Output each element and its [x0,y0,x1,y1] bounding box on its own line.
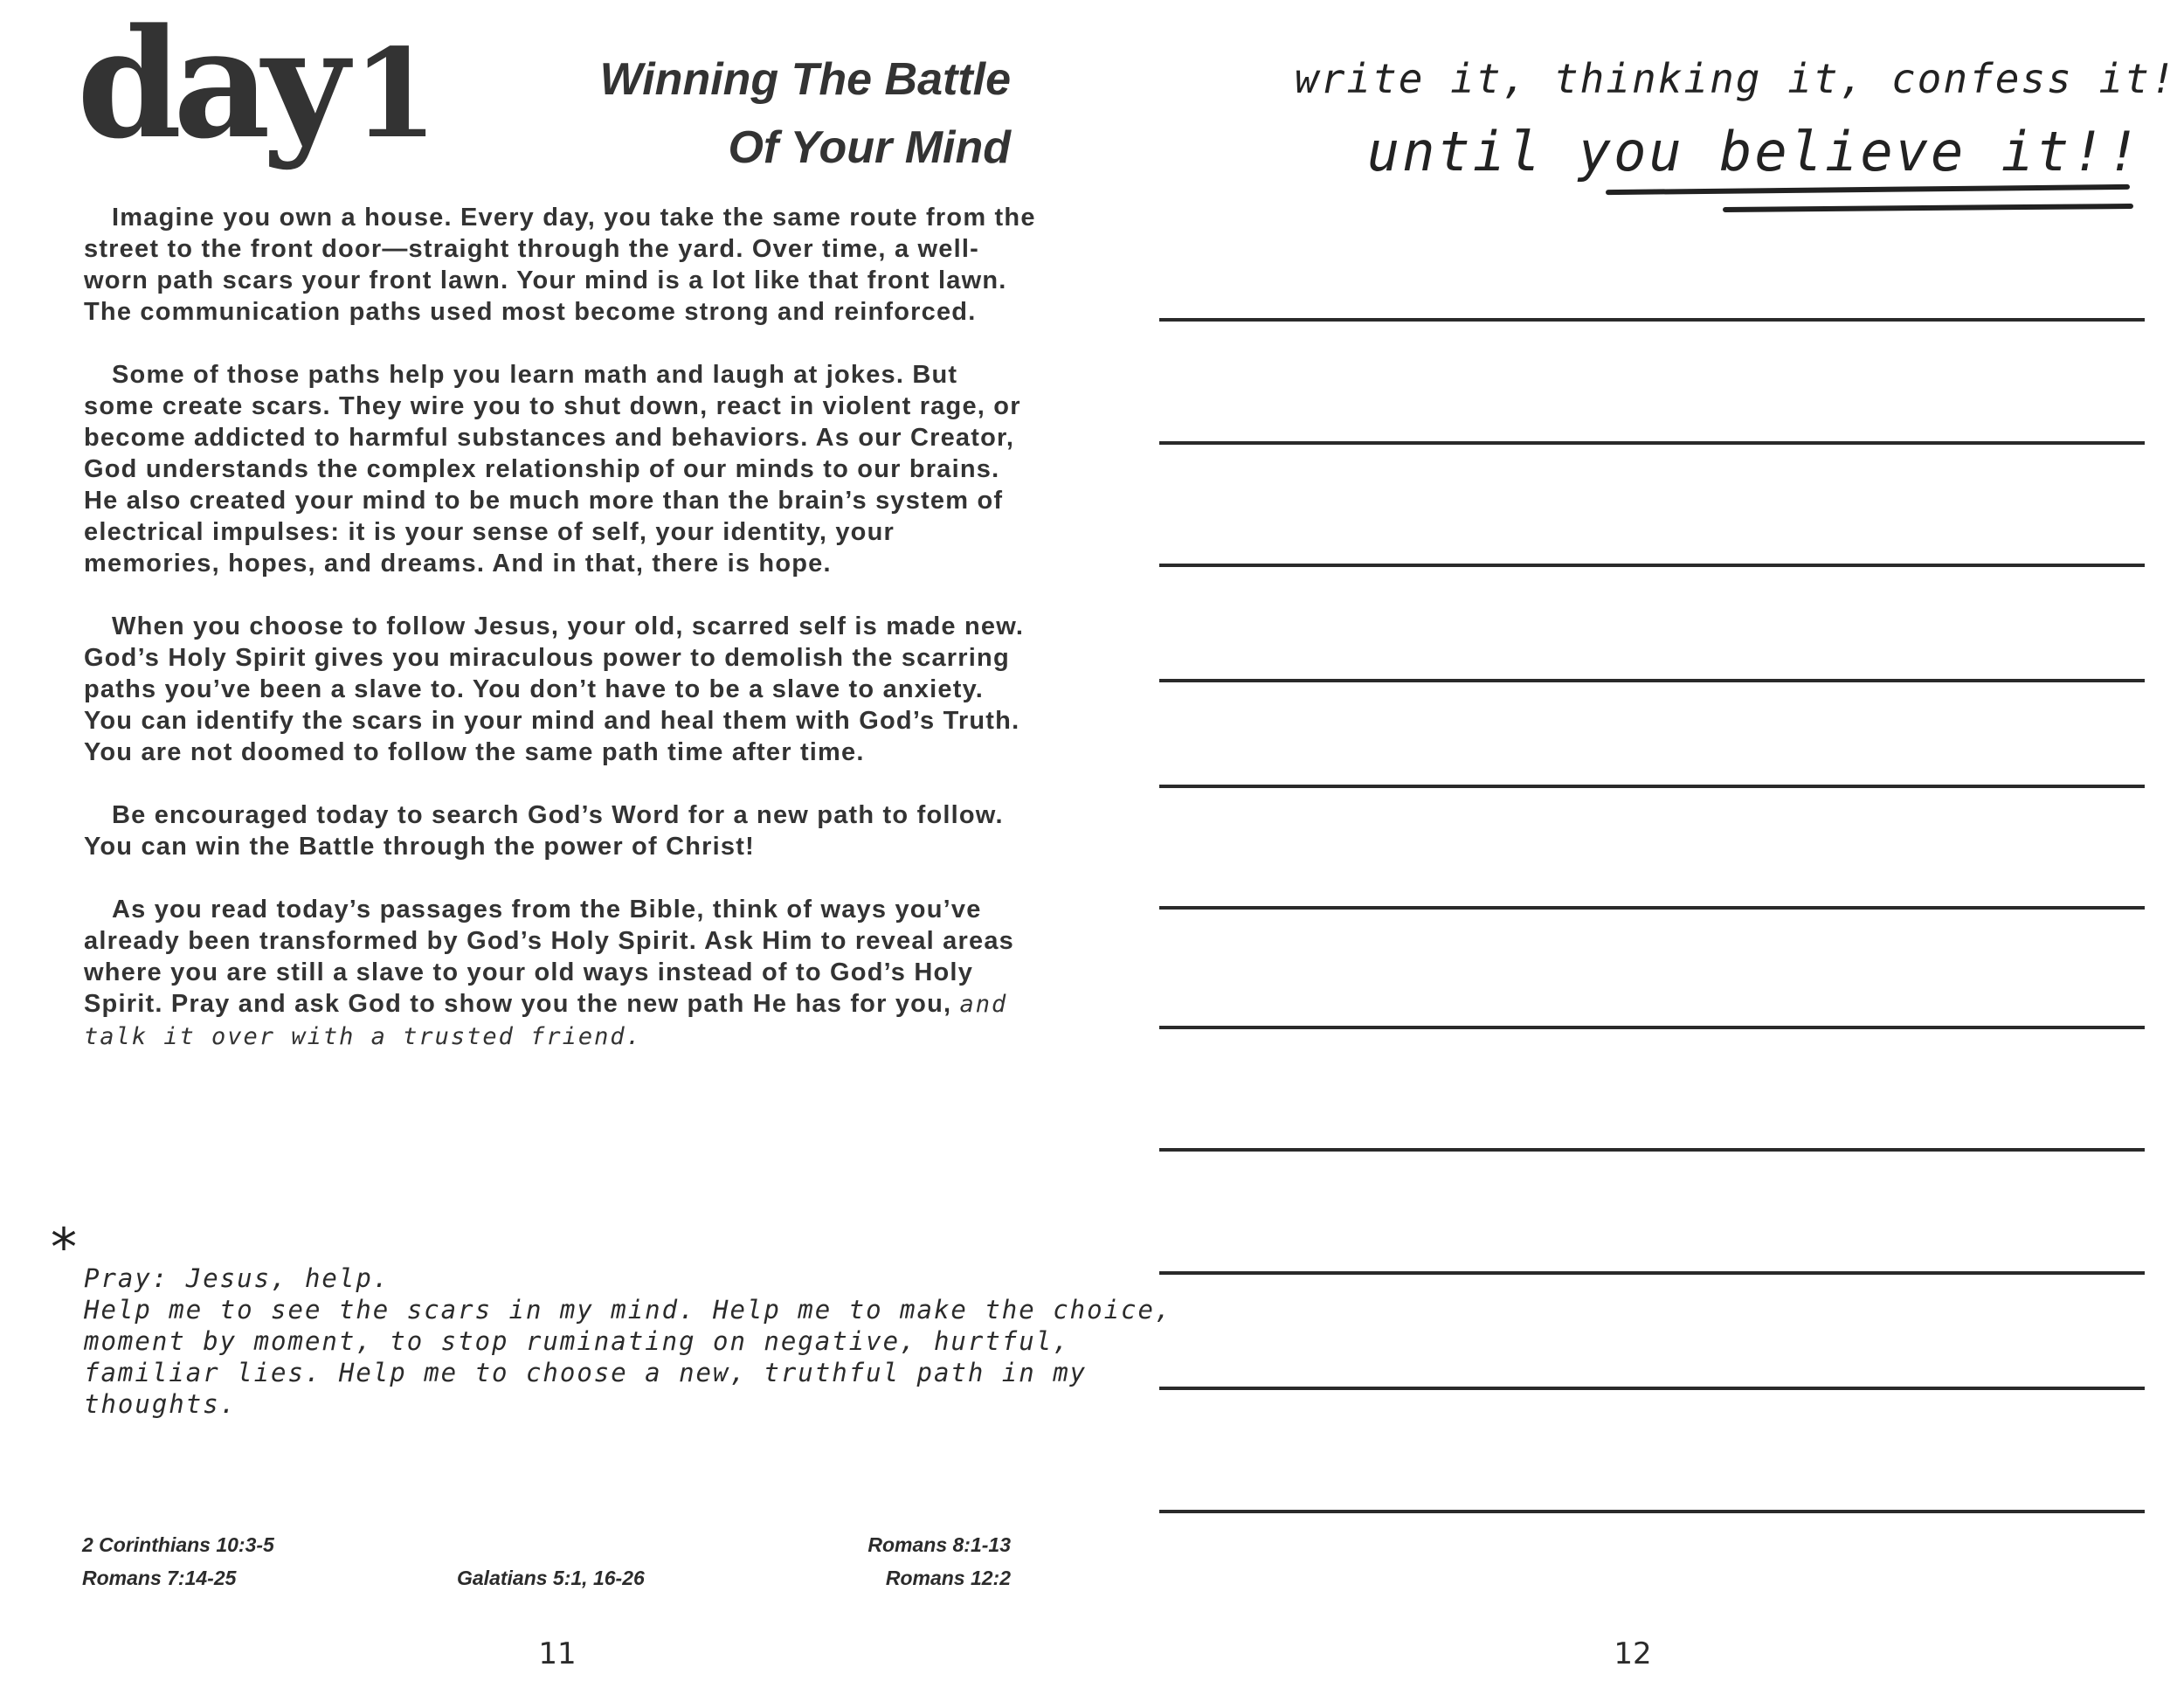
writing-prompt-emphasis: until you believe it!! [1366,120,2142,183]
handwritten-note: and talk it over with a trusted friend. [84,991,1008,1050]
paragraph-5 [84,894,1036,1053]
prayer-line-4: familiar lies. Help me to choose a new, truthful path in my [84,1358,1088,1387]
writing-line[interactable] [1159,564,2145,567]
scripture-reference: Romans 7:14-25 [82,1567,237,1589]
writing-line[interactable] [1159,906,2145,910]
writing-line[interactable] [1159,318,2145,322]
writing-line[interactable] [1159,1026,2145,1029]
devotional-body [84,202,1036,1053]
lesson-title [452,45,1011,182]
scripture-reference: Galatians 5:1, 16-26 [457,1567,645,1589]
day-heading [77,0,439,172]
writing-line[interactable] [1159,679,2145,682]
scripture-reference: 2 Corinthians 10:3-5 [82,1533,274,1556]
page-number: 12 [1614,1636,1652,1671]
prayer-line-2: Help me to see the scars in my mind. Help me to make the choice, [84,1295,1172,1325]
asterisk-icon: * [51,1217,77,1278]
lesson-title-line-1: Winning The Battle [599,54,1011,105]
scripture-reference: Romans 12:2 [885,1567,1011,1589]
paragraph-3: When you choose to follow Jesus, your old, scarred self is made new. God’s Holy Spirit gives you miraculous power to demolish the scarring paths you’ve been a slave to. You don’t have to be a slave to anxiety. You can identify the scars in your mind and heal them with God’s Truth. You are not doomed to follow the same path time after time. [84,612,1025,766]
writing-line[interactable] [1159,1271,2145,1275]
day-label: day [77,0,341,172]
paragraph-5-text: As you read today’s passages from the Bible, think of ways you’ve already been transformed by God’s Holy Spirit. Ask Him to reveal areas where you are still a slave to your old ways instead of to God’s Holy Spirit. Pray and ask God to show you the new path He has for you, [84,896,1014,1018]
writing-line[interactable] [1159,1510,2145,1513]
page-number: 11 [538,1636,577,1671]
prayer [84,1263,1172,1420]
prayer-line-5: thoughts. [84,1389,238,1419]
paragraph-4: Be encouraged today to search God’s Word for a new path to follow. You can win the Battle through the power of Christ! [84,801,1004,861]
day-number: 1 [352,23,439,166]
writing-line[interactable] [1159,441,2145,445]
paragraph-2: Some of those paths help you learn math and laugh at jokes. But some create scars. They wire you to shut down, react in violent rage, or become addicted to harmful substances and behaviors. As our Creator, God understands the complex relationship of our minds to our brains. He also created your mind to be much more than the brain’s system of electrical impulses: it is your sense of self, your identity, your memories, hopes, and dreams. And in that, there is hope. [84,361,1021,578]
writing-line[interactable] [1159,1148,2145,1152]
prayer-line-1: Pray: Jesus, help. [84,1263,390,1293]
writing-prompt: write it, thinking it, confess it! [1295,55,2177,102]
paragraph-1: Imagine you own a house. Every day, you take the same route from the street to the front door—straight through the yard. Over time, a well-worn path scars your front lawn. Your mind is a lot like that front lawn. The communication paths used most become strong and reinforced. [84,204,1036,326]
writing-lines [1159,0,2145,1660]
lesson-title-line-2: Of Your Mind [728,122,1011,173]
writing-line[interactable] [1159,785,2145,788]
scripture-reference: Romans 8:1-13 [867,1533,1011,1556]
writing-line[interactable] [1159,1387,2145,1390]
prayer-line-3: moment by moment, to stop ruminating on negative, hurtful, [84,1326,1070,1356]
